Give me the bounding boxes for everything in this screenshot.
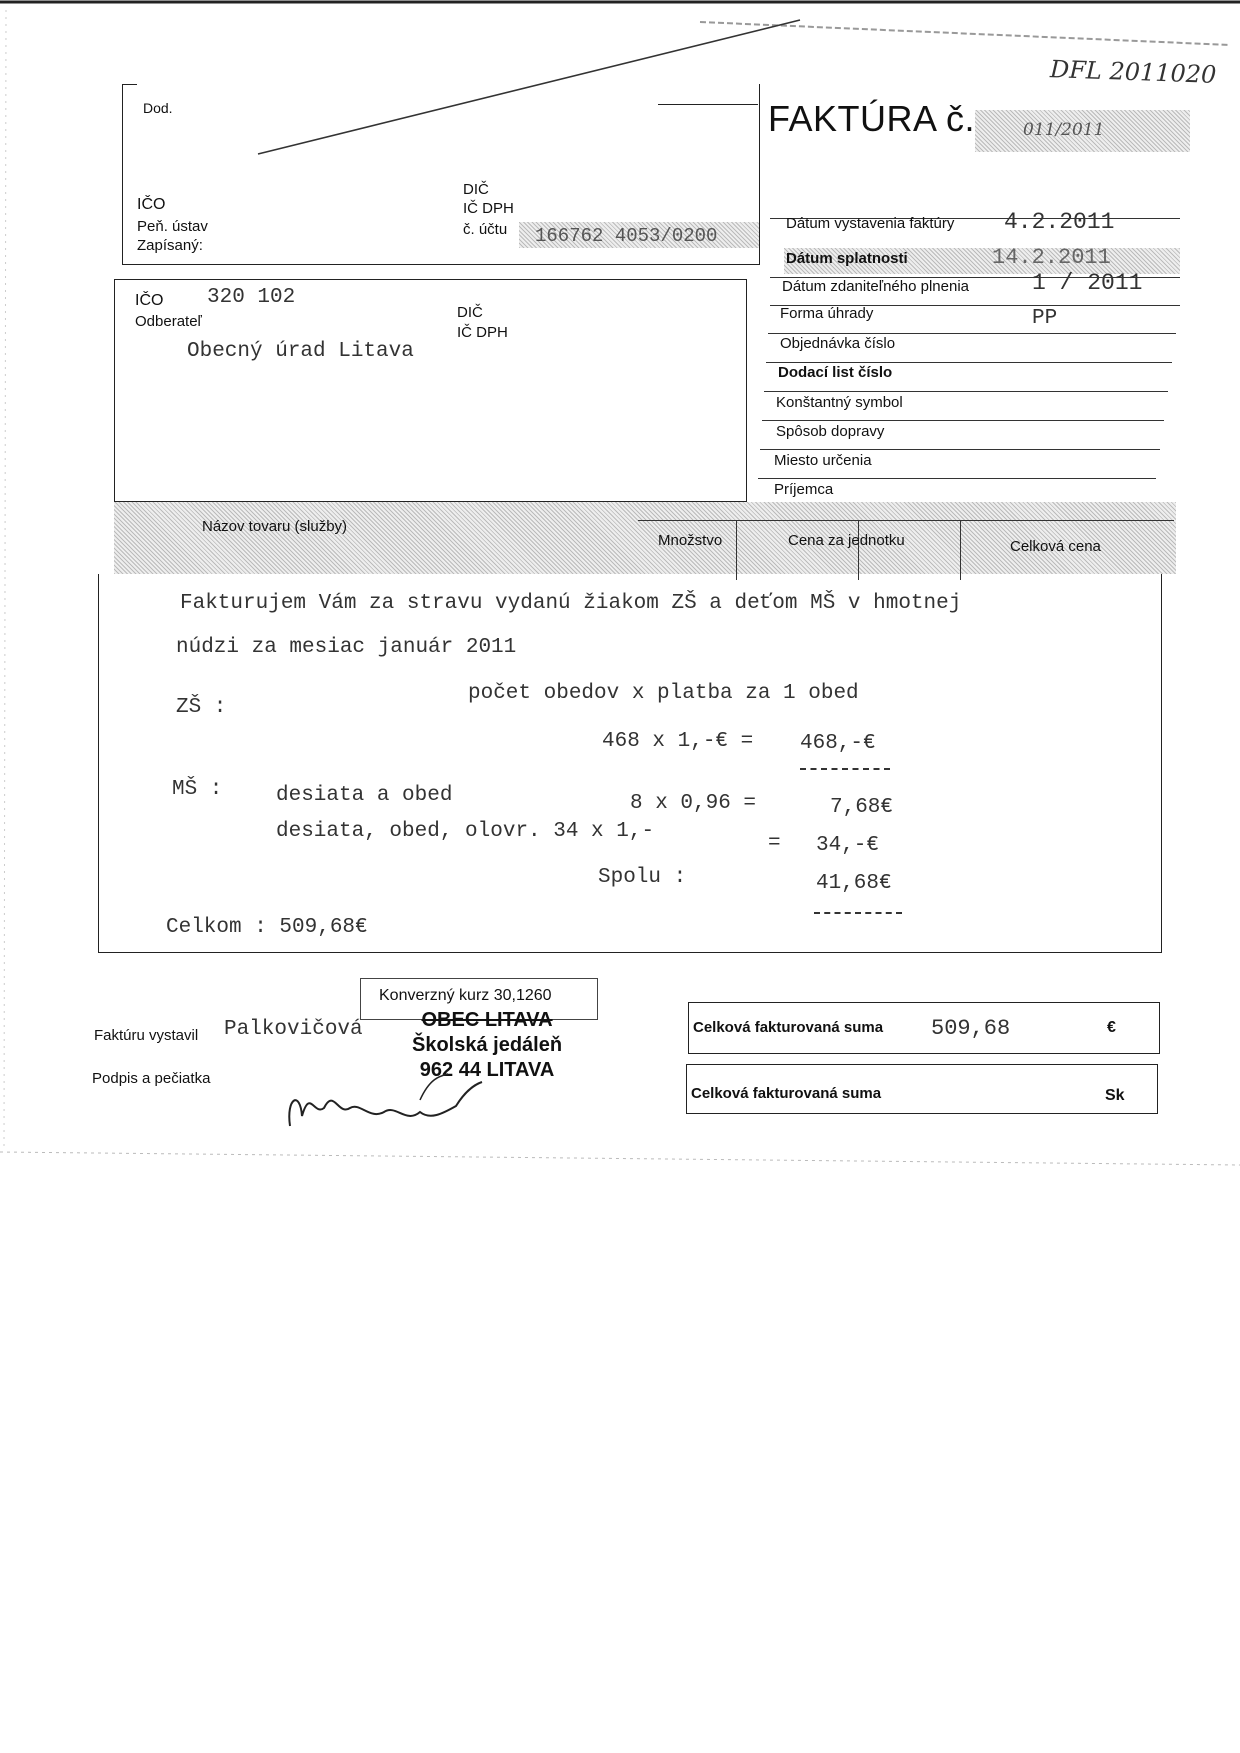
stamp-line-2: Školská jedáleň	[412, 1034, 563, 1056]
total-sum-currency-eur: €	[1107, 1019, 1116, 1036]
issued-by-value: Palkovičová	[224, 1018, 363, 1041]
buyer-ico-label: IČO	[135, 292, 164, 309]
header-total-price: Celková cena	[1010, 538, 1101, 555]
buyer-icdph-label: IČ DPH	[457, 324, 508, 341]
supplier-ico-label: IČO	[137, 196, 166, 213]
issue-date-value: 4.2.2011	[1004, 209, 1115, 235]
supplier-account-field	[519, 222, 759, 248]
ms-calculation-1: 8 x 0,96 =	[630, 792, 757, 815]
ms-item-1: desiata a obed	[276, 784, 453, 807]
zs-result: 468,-€	[800, 732, 876, 755]
invoice-number-field	[975, 110, 1190, 152]
buyer-box	[114, 279, 747, 502]
ms-item-2: desiata, obed, olovr. 34 x 1,-	[276, 820, 655, 843]
supplier-dic-label: DIČ	[463, 181, 489, 198]
body-line-1: Fakturujem Vám za stravu vydanú žiakom ZŠ a deťom MŠ v hmotnej	[180, 592, 962, 615]
invoice-details	[770, 200, 1180, 510]
supplier-label: Dod.	[143, 100, 173, 116]
total-sum-eur-box	[688, 1002, 1160, 1054]
invoice-number: 011/2011	[1023, 120, 1105, 140]
handwritten-reference-number: DFL 2011020	[1049, 55, 1217, 89]
stamp-line-1: OBEC LITAVA	[421, 1009, 553, 1031]
table-body-border	[98, 574, 1162, 953]
zs-header: počet obedov x platba za 1 obed	[468, 682, 859, 705]
header-item-name: Názov tovaru (služby)	[202, 518, 348, 535]
total-sum-eur-value: 509,68	[931, 1016, 1011, 1041]
invoice-title	[768, 98, 975, 140]
delivery-note-label: Dodací list číslo	[778, 364, 893, 381]
subtotal-underline	[814, 912, 902, 914]
supplier-registered-label: Zapísaný:	[137, 237, 203, 254]
order-number-label: Objednávka číslo	[780, 335, 896, 352]
issue-date-label: Dátum vystavenia faktúry	[786, 215, 955, 232]
ms-result-1: 7,68€	[830, 796, 894, 819]
tax-date-label: Dátum zdaniteľného plnenia	[782, 278, 970, 295]
constant-symbol-label: Konštantný symbol	[776, 394, 903, 411]
destination-label: Miesto určenia	[774, 452, 872, 469]
items-table	[98, 502, 1176, 998]
buyer-label: Odberateľ	[135, 313, 202, 330]
invoice-title-text: FAKTÚRA č.	[768, 98, 976, 139]
payment-method-value: PP	[1032, 307, 1058, 330]
ms-equals-2: =	[768, 832, 781, 855]
total-sum-sk-box	[686, 1064, 1158, 1114]
subtotal-label: Spolu :	[598, 866, 687, 889]
supplier-account-value: 166762 4053/0200	[535, 225, 718, 247]
recipient-label: Príjemca	[774, 481, 834, 498]
subtotal-value: 41,68€	[816, 872, 892, 895]
tax-date-value: 1 / 2011	[1032, 270, 1143, 296]
supplier-box	[122, 84, 760, 265]
supplier-account-label: č. účtu	[463, 221, 508, 238]
buyer-name: Obecný úrad Litava	[187, 340, 414, 363]
buyer-ico-value: 320 102	[207, 286, 296, 309]
header-unit-price: Cena za jednotku	[788, 532, 905, 549]
zs-calculation: 468 x 1,-€ =	[602, 730, 754, 753]
due-date-label: Dátum splatnosti	[786, 250, 908, 267]
issued-by-label: Faktúru vystavil	[94, 1027, 199, 1044]
ms-label: MŠ :	[172, 778, 223, 801]
conversion-rate: Konverzný kurz 30,1260	[379, 987, 552, 1004]
zs-label: ZŠ :	[176, 696, 227, 719]
payment-method-label: Forma úhrady	[780, 305, 874, 322]
buyer-dic-label: DIČ	[457, 304, 483, 321]
header-quantity: Množstvo	[658, 532, 723, 549]
ms-result-2: 34,-€	[816, 834, 880, 857]
due-date-value: 14.2.2011	[992, 245, 1111, 270]
supplier-bank-label: Peň. ústav	[137, 218, 208, 235]
total-sum-sk-label: Celková fakturovaná suma	[691, 1085, 882, 1102]
body-line-2: núdzi za mesiac január 2011	[176, 636, 517, 659]
grand-total-line: Celkom : 509,68€	[166, 916, 368, 939]
total-sum-eur-label: Celková fakturovaná suma	[693, 1019, 884, 1036]
supplier-icdph-label: IČ DPH	[463, 200, 514, 217]
total-sum-currency-sk: Sk	[1105, 1087, 1125, 1104]
transport-label: Spôsob dopravy	[776, 423, 885, 440]
stamp-line-3: 962 44 LITAVA	[419, 1059, 555, 1081]
zs-underline	[800, 768, 890, 770]
handwritten-signature	[280, 1068, 500, 1148]
signature-label: Podpis a pečiatka	[92, 1070, 211, 1087]
